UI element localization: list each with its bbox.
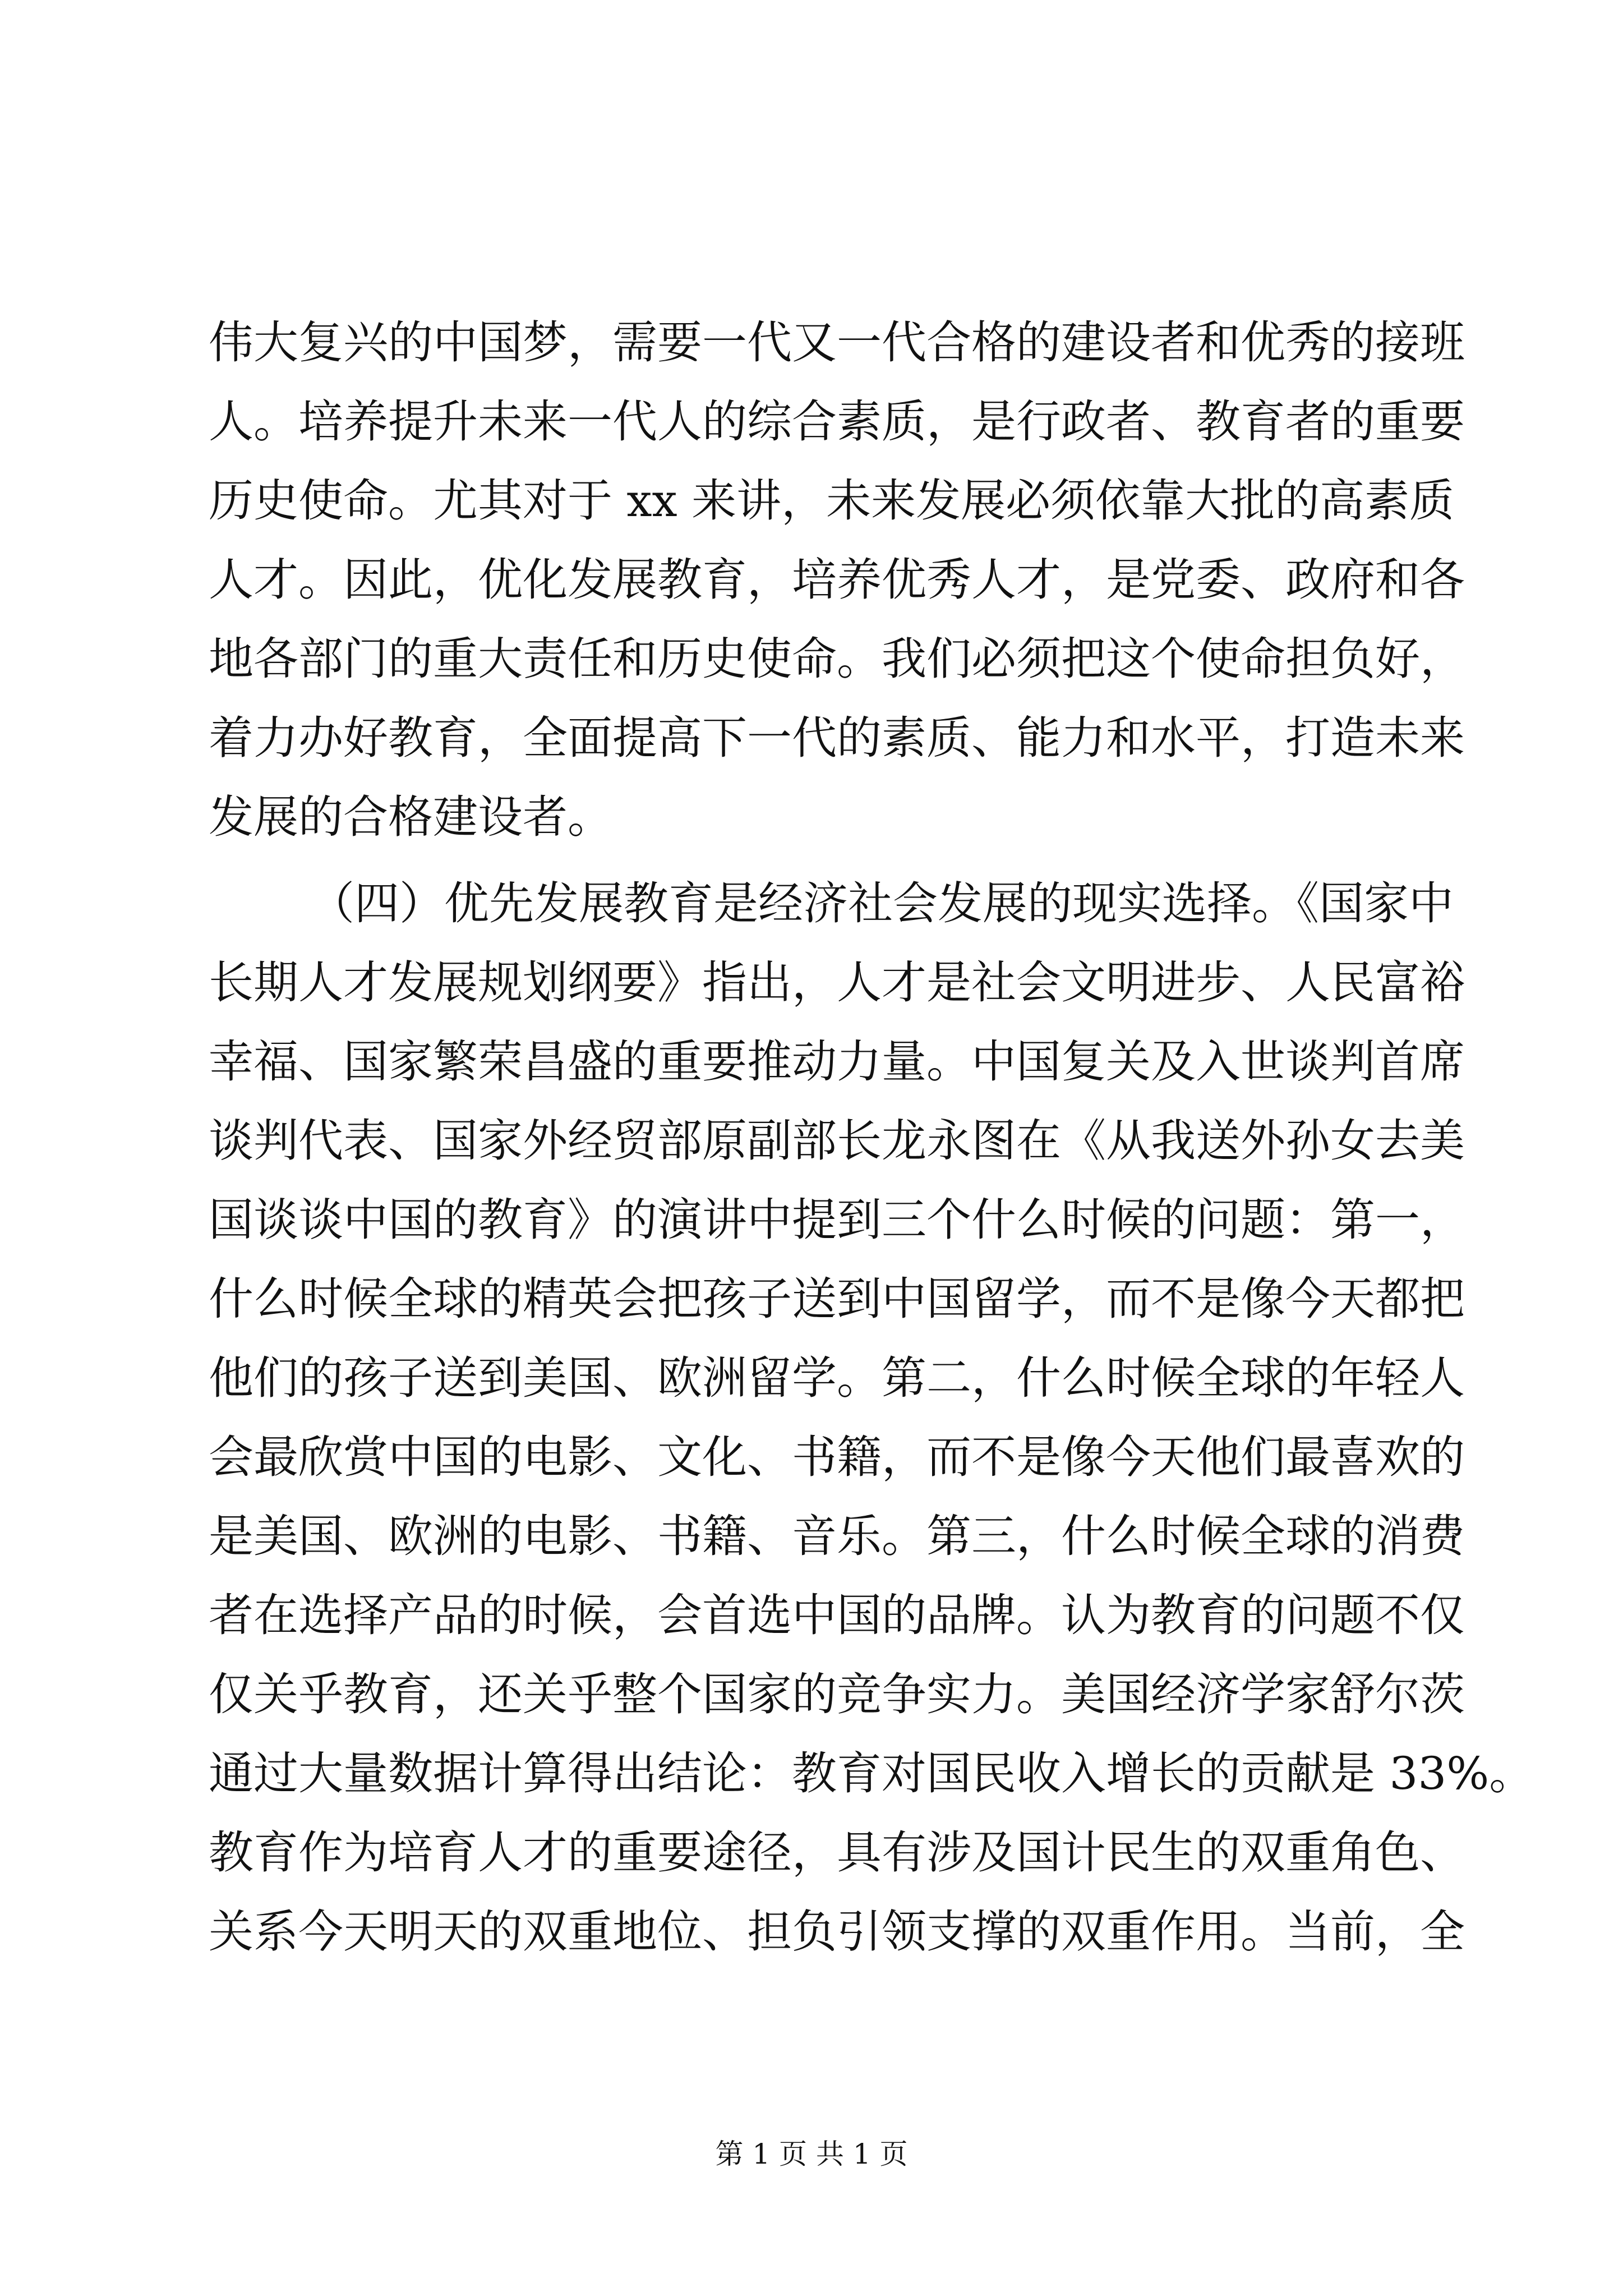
text-line: 人才。因此，优化发展教育，培养优秀人才，是党委、政府和各 xyxy=(209,554,1465,606)
text-line: 人。培养提升未来一代人的综合素质，是行政者、教育者的重要 xyxy=(209,395,1465,448)
page-footer: 第 1 页 共 1 页 xyxy=(715,2138,908,2170)
text-line: 幸福、国家繁荣昌盛的重要推动力量。中国复关及入世谈判首席 xyxy=(209,1036,1465,1088)
text-line: 者在选择产品的时候，会首选中国的品牌。认为教育的问题不仅 xyxy=(209,1589,1465,1641)
paragraph-1 xyxy=(209,303,1465,857)
text-line: 历史使命。尤其对于 xx 来讲，未来发展必须依靠大批的高素质 xyxy=(209,475,1455,527)
text-line: 通过大量数据计算得出结论：教育对国民收入增长的贡献是 33%。 xyxy=(209,1747,1534,1800)
text-line: 谈判代表、国家外经贸部原副部长龙永图在《从我送外孙女去美 xyxy=(209,1115,1465,1167)
text-line: 教育作为培育人才的重要途径，具有涉及国计民生的双重角色、 xyxy=(209,1826,1465,1879)
text-line: 什么时候全球的精英会把孩子送到中国留学，而不是像今天都把 xyxy=(209,1273,1465,1325)
text-line: 长期人才发展规划纲要》指出，人才是社会文明进步、人民富裕 xyxy=(209,956,1465,1009)
text-line: 是美国、欧洲的电影、书籍、音乐。第三，什么时候全球的消费 xyxy=(209,1510,1465,1562)
text-line: 着力办好教育，全面提高下一代的素质、能力和水平，打造未来 xyxy=(209,712,1465,764)
paragraph-2 xyxy=(209,864,1534,1971)
text-line: 关系今天明天的双重地位、担负引领支撑的双重作用。当前，全 xyxy=(209,1906,1465,1958)
body-text xyxy=(209,303,1534,1971)
text-line: 发展的合格建设者。 xyxy=(209,791,612,843)
paragraph-spacer xyxy=(209,857,1431,864)
text-line: 国谈谈中国的教育》的演讲中提到三个什么时候的问题：第一， xyxy=(209,1194,1465,1246)
text-line: 伟大复兴的中国梦，需要一代又一代合格的建设者和优秀的接班 xyxy=(209,316,1465,369)
text-line: 仅关乎教育，还关乎整个国家的竞争实力。美国经济学家舒尔茨 xyxy=(209,1668,1465,1720)
text-line: 会最欣赏中国的电影、文化、书籍，而不是像今天他们最喜欢的 xyxy=(209,1431,1465,1483)
text-line: （四）优先发展教育是经济社会发展的现实选择。《国家中 xyxy=(310,877,1454,930)
text-line: 地各部门的重大责任和历史使命。我们必须把这个使命担负好， xyxy=(209,633,1465,685)
text-line: 他们的孩子送到美国、欧洲留学。第二，什么时候全球的年轻人 xyxy=(209,1352,1465,1404)
